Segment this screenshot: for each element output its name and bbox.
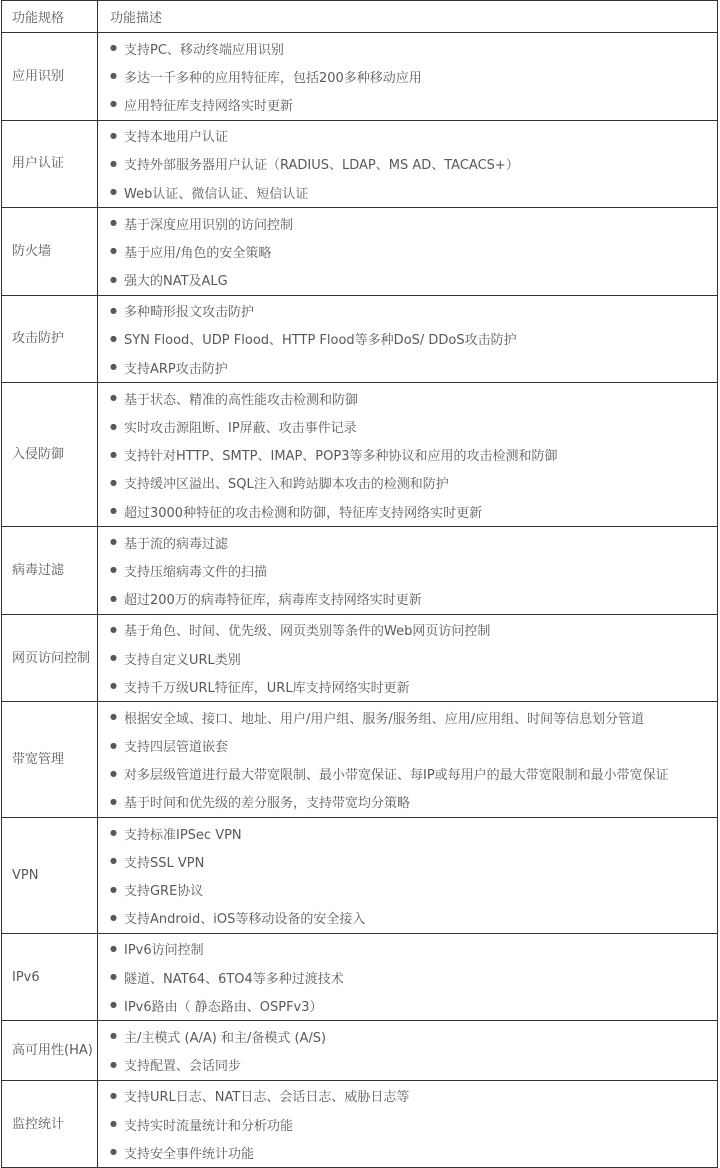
category-cell: 网页访问控制 [2, 614, 98, 702]
feature-text: 支持标准IPSec VPN [123, 827, 242, 843]
feature-list [98, 615, 717, 702]
bullet-icon: ● [110, 477, 117, 487]
bullet-icon: ● [110, 130, 117, 140]
category-cell: IPv6 [2, 933, 98, 1021]
feature-item [98, 528, 717, 556]
bullet-icon: ● [110, 565, 117, 575]
bullet-icon: ● [110, 43, 117, 53]
category-cell: 入侵防御 [2, 383, 98, 527]
table-header [2, 1, 718, 33]
feature-item [98, 585, 717, 613]
bullet-icon: ● [110, 1059, 117, 1069]
bullet-icon: ● [110, 218, 117, 228]
feature-item [98, 209, 717, 237]
bullet-icon: ● [110, 246, 117, 256]
table-row [2, 933, 718, 1021]
feature-text: 基于状态、精准的高性能攻击检测和防御 [123, 392, 358, 408]
feature-list [98, 818, 717, 933]
feature-item [98, 325, 717, 353]
feature-text: 主/主模式 (A/A) 和主/备模式 (A/S) [123, 1030, 327, 1046]
feature-text: 支持GRE协议 [123, 884, 204, 900]
description-cell [98, 1080, 718, 1168]
bullet-icon: ● [110, 362, 117, 372]
spec-table [1, 0, 718, 1168]
table-row [2, 33, 718, 121]
feature-item [98, 1082, 717, 1110]
feature-text: 支持PC、移动终端应用识别 [123, 42, 284, 58]
feature-list [98, 934, 717, 1021]
category-cell: 高可用性(HA) [2, 1021, 98, 1080]
description-cell [98, 1021, 718, 1080]
category-cell: 病毒过滤 [2, 527, 98, 615]
feature-text: 多达一千多种的应用特征库，包括200多种移动应用 [123, 70, 422, 86]
feature-text: 基于流的病毒过滤 [123, 536, 228, 552]
bullet-icon: ● [110, 305, 117, 315]
feature-item [98, 1110, 717, 1138]
feature-list [98, 1021, 717, 1079]
bullet-icon: ● [110, 712, 117, 722]
feature-text: 超过3000种特征的攻击检测和防御，特征库支持网络实时更新 [123, 505, 483, 521]
header-row [2, 1, 718, 33]
feature-list [98, 208, 717, 295]
feature-item [98, 412, 717, 440]
bullet-icon: ● [110, 1090, 117, 1100]
column-header-desc: 功能描述 [98, 1, 718, 33]
feature-item [98, 991, 717, 1019]
bullet-icon: ● [110, 740, 117, 750]
table-body [2, 33, 718, 1168]
bullet-icon: ● [110, 393, 117, 403]
feature-item [98, 122, 717, 150]
feature-list [98, 296, 717, 383]
feature-text: 支持配置、会话同步 [123, 1059, 241, 1075]
feature-item [98, 1022, 717, 1050]
description-cell [98, 208, 718, 296]
feature-item [98, 819, 717, 847]
bullet-icon: ● [110, 972, 117, 982]
feature-text: SYN Flood、UDP Flood、HTTP Flood等多种DoS/ DDoS攻击防护 [123, 333, 517, 349]
feature-item [98, 441, 717, 469]
feature-text: 支持针对HTTP、SMTP、IMAP、POP3等多种协议和应用的攻击检测和防御 [123, 449, 558, 465]
bullet-icon: ● [110, 71, 117, 81]
table-row [2, 1080, 718, 1168]
bullet-icon: ● [110, 828, 117, 838]
feature-item [98, 497, 717, 525]
description-cell [98, 933, 718, 1021]
bullet-icon: ● [110, 99, 117, 109]
feature-item [98, 672, 717, 700]
bullet-icon: ● [110, 506, 117, 516]
bullet-icon: ● [110, 187, 117, 197]
bullet-icon: ● [110, 943, 117, 953]
feature-text: 基于应用/角色的安全策略 [123, 245, 272, 261]
feature-item [98, 935, 717, 963]
category-cell: 应用识别 [2, 33, 98, 121]
feature-list [98, 702, 717, 817]
table-row [2, 527, 718, 615]
feature-item [98, 353, 717, 381]
feature-list [98, 527, 717, 614]
feature-text: IPv6路由（ 静态路由、OSPFv3） [123, 999, 323, 1015]
feature-text: 支持本地用户认证 [123, 130, 228, 146]
feature-text: 支持SSL VPN [123, 855, 205, 871]
feature-text: 支持千万级URL特征库，URL库支持网络实时更新 [123, 680, 410, 696]
feature-text: Web认证、微信认证、短信认证 [123, 186, 309, 202]
feature-item [98, 90, 717, 118]
bullet-icon: ● [110, 653, 117, 663]
feature-item [98, 469, 717, 497]
feature-item [98, 847, 717, 875]
description-cell [98, 295, 718, 383]
feature-text: 实时攻击源阻断、IP屏蔽、攻击事件记录 [123, 421, 357, 437]
feature-item [98, 1051, 717, 1079]
feature-item [98, 703, 717, 731]
description-cell [98, 818, 718, 934]
table-row [2, 818, 718, 934]
feature-text: 支持自定义URL类别 [123, 652, 241, 668]
bullet-icon: ● [110, 537, 117, 547]
description-cell [98, 383, 718, 527]
feature-item [98, 62, 717, 90]
bullet-icon: ● [110, 1147, 117, 1157]
table-row [2, 614, 718, 702]
bullet-icon: ● [110, 333, 117, 343]
feature-list [98, 1081, 717, 1168]
category-cell: 用户认证 [2, 120, 98, 208]
feature-text: 支持四层管道嵌套 [123, 740, 228, 756]
bullet-icon: ● [110, 158, 117, 168]
table-row [2, 295, 718, 383]
feature-item [98, 297, 717, 325]
bullet-icon: ● [110, 1031, 117, 1041]
feature-item [98, 760, 717, 788]
bullet-icon: ● [110, 796, 117, 806]
bullet-icon: ● [110, 274, 117, 284]
feature-text: 基于角色、时间、优先级、网页类别等条件的Web网页访问控制 [123, 624, 491, 640]
bullet-icon: ● [110, 856, 117, 866]
feature-text: 隧道、NAT64、6TO4等多种过渡技术 [123, 971, 344, 987]
feature-item [98, 1138, 717, 1166]
feature-text: 多种畸形报文攻击防护 [123, 305, 254, 321]
table-row [2, 702, 718, 818]
feature-list [98, 383, 717, 526]
feature-item [98, 237, 717, 265]
table-row [2, 120, 718, 208]
feature-item [98, 875, 717, 903]
feature-text: 支持安全事件统计功能 [123, 1146, 254, 1162]
feature-item [98, 788, 717, 816]
feature-text: 支持URL日志、NAT日志、会话日志、威胁日志等 [123, 1090, 410, 1106]
table-row [2, 208, 718, 296]
description-cell [98, 120, 718, 208]
bullet-icon: ● [110, 421, 117, 431]
feature-item [98, 34, 717, 62]
feature-text: 支持实时流量统计和分析功能 [123, 1118, 293, 1134]
category-cell: 防火墙 [2, 208, 98, 296]
description-cell [98, 702, 718, 818]
feature-text: 对多层级管道进行最大带宽限制、最小带宽保证、每IP或每用户的最大带宽限制和最小带宽保证 [123, 768, 669, 784]
bullet-icon: ● [110, 1119, 117, 1129]
feature-text: 基于深度应用识别的访问控制 [123, 217, 293, 233]
feature-text: 超过200万的病毒特征库，病毒库支持网络实时更新 [123, 593, 422, 609]
bullet-icon: ● [110, 768, 117, 778]
feature-text: IPv6访问控制 [123, 943, 204, 959]
feature-text: 根据安全域、接口、地址、用户/用户组、服务/服务组、应用/应用组、时间等信息划分管道 [123, 711, 645, 727]
feature-text: 强大的NAT及ALG [123, 274, 228, 290]
feature-item [98, 150, 717, 178]
category-cell: 攻击防护 [2, 295, 98, 383]
feature-item [98, 384, 717, 412]
feature-item [98, 732, 717, 760]
feature-list [98, 121, 717, 208]
description-cell [98, 527, 718, 615]
bullet-icon: ● [110, 681, 117, 691]
category-cell: 带宽管理 [2, 702, 98, 818]
feature-text: 支持外部服务器用户认证（RADIUS、LDAP、MS AD、TACACS+） [123, 158, 519, 174]
description-cell [98, 614, 718, 702]
category-cell: VPN [2, 818, 98, 934]
feature-item [98, 904, 717, 932]
feature-text: 支持缓冲区溢出、SQL注入和跨站脚本攻击的检测和防护 [123, 477, 449, 493]
feature-item [98, 178, 717, 206]
feature-list [98, 33, 717, 120]
bullet-icon: ● [110, 912, 117, 922]
feature-item [98, 556, 717, 584]
bullet-icon: ● [110, 884, 117, 894]
bullet-icon: ● [110, 624, 117, 634]
table-row [2, 383, 718, 527]
feature-item [98, 963, 717, 991]
feature-text: 支持压缩病毒文件的扫描 [123, 564, 267, 580]
feature-item [98, 616, 717, 644]
table-row [2, 1021, 718, 1080]
feature-text: 应用特征库支持网络实时更新 [123, 98, 293, 114]
bullet-icon: ● [110, 449, 117, 459]
bullet-icon: ● [110, 1000, 117, 1010]
feature-text: 基于时间和优先级的差分服务，支持带宽均分策略 [123, 796, 410, 812]
column-header-spec: 功能规格 [2, 1, 98, 33]
feature-text: 支持ARP攻击防护 [123, 361, 228, 377]
feature-text: 支持Android、iOS等移动设备的安全接入 [123, 912, 366, 928]
description-cell [98, 33, 718, 121]
feature-item [98, 266, 717, 294]
bullet-icon: ● [110, 593, 117, 603]
category-cell: 监控统计 [2, 1080, 98, 1168]
feature-item [98, 644, 717, 672]
